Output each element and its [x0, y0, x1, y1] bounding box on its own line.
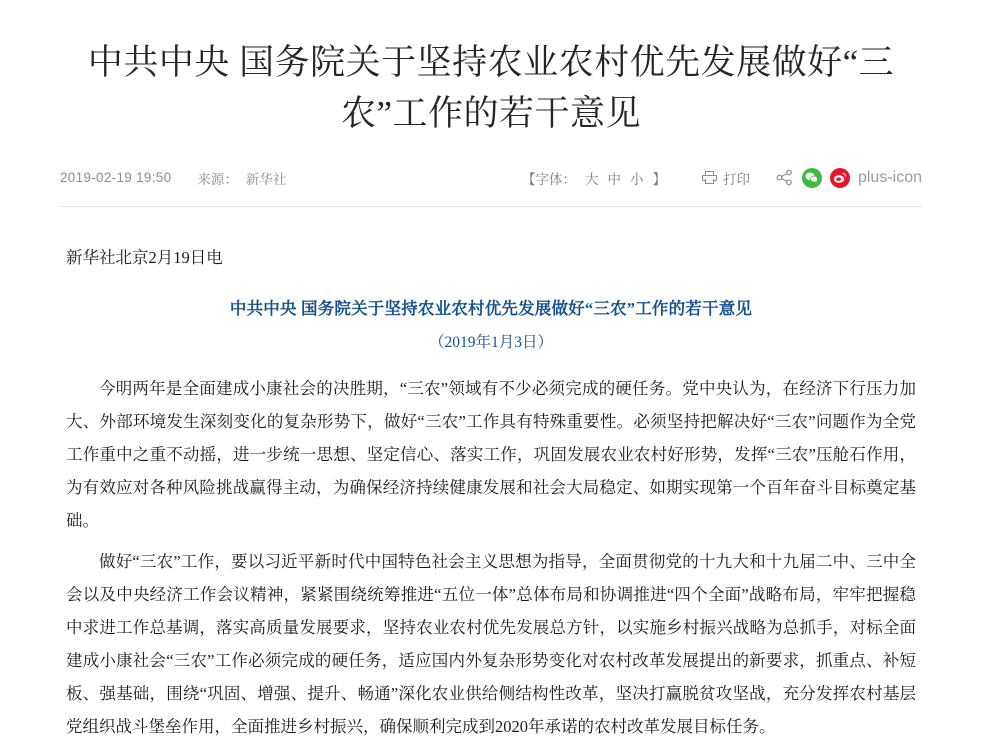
print-button[interactable] — [702, 168, 750, 188]
font-size-medium-button[interactable]: 中 — [607, 171, 621, 187]
meta-left-group — [60, 168, 286, 188]
document-date: （2019年1月3日） — [428, 333, 553, 351]
publish-timestamp: 2019-02-19 19:50 — [60, 170, 172, 185]
font-size-label-close: 】 — [652, 171, 666, 187]
body-paragraph: 今明两年是全面建成小康社会的决胜期，“三农”领域有不少必须完成的硬任务。党中央认为，在经济下行压力加大、外部环境发生深刻变化的复杂形势下，做好“三农”工作具有特殊重要性。必须坚持把解决好“三农”问题作为全党工作重中之重不动摇，进一步统一思想、坚定信心、落实工作，巩固发展农业农村好形势，发挥“三农”压舱石作用，为有效应对各种风险挑战赢得主动，为确保经济持续健康发展和社会大局稳定、如期实现第一个百年奋斗目标奠定基础。 — [66, 378, 916, 530]
body-paragraph: 做好“三农”工作，要以习近平新时代中国特色社会主义思想为指导，全面贯彻党的十九大和十九届二中、三中全会以及中央经济工作会议精神，紧紧围绕统筹推进“五位一体”总体布局和协调推进“四个全面”战略布局，牢牢把握稳中求进工作总基调，落实高质量发展要求，坚持农业农村优先发展总方针，以实施乡村振兴战略为总抓手，对标全面建成小康社会“三农”工作必须完成的硬任务，适应国内外复杂形势变化对农村改革发展提出的新要求，抓重点、补短板、强基础，围绕“巩固、增强、提升、畅通”深化农业供给侧结构性改革，坚决打赢脱贫攻坚战，充分发挥农村基层党组织战斗堡垒作用，全面推进乡村振兴，确保顺利完成到2020年承诺的农村改革发展目标任务。 — [66, 551, 916, 736]
font-size-small-button[interactable]: 小 — [629, 171, 644, 187]
article-meta-bar — [0, 140, 982, 188]
font-size-large-button[interactable]: 大 — [584, 171, 599, 187]
font-size-label: 【字体： — [521, 171, 576, 187]
font-size-control — [522, 168, 666, 188]
wechat-icon[interactable] — [802, 168, 822, 188]
share-group — [776, 168, 922, 188]
printer-icon — [702, 171, 717, 184]
print-label: 打印 — [722, 171, 750, 187]
meta-right-toolbar — [522, 168, 922, 188]
dateline: 新华社北京2月19日电 — [66, 247, 223, 267]
document-title: 中共中央 国务院关于坚持农业农村优先发展做好“三农”工作的若干意见 — [229, 298, 753, 318]
page-title: 中共中央 国务院关于坚持农业农村优先发展做好“三农”工作的若干意见 — [87, 43, 895, 133]
source-label: 来源： — [197, 171, 238, 187]
article-body — [0, 207, 982, 743]
share-icon[interactable] — [776, 169, 794, 187]
source-name: 新华社 — [245, 171, 287, 187]
weibo-icon[interactable] — [830, 168, 850, 188]
more-share-icon[interactable]: plus-icon — [857, 168, 922, 186]
